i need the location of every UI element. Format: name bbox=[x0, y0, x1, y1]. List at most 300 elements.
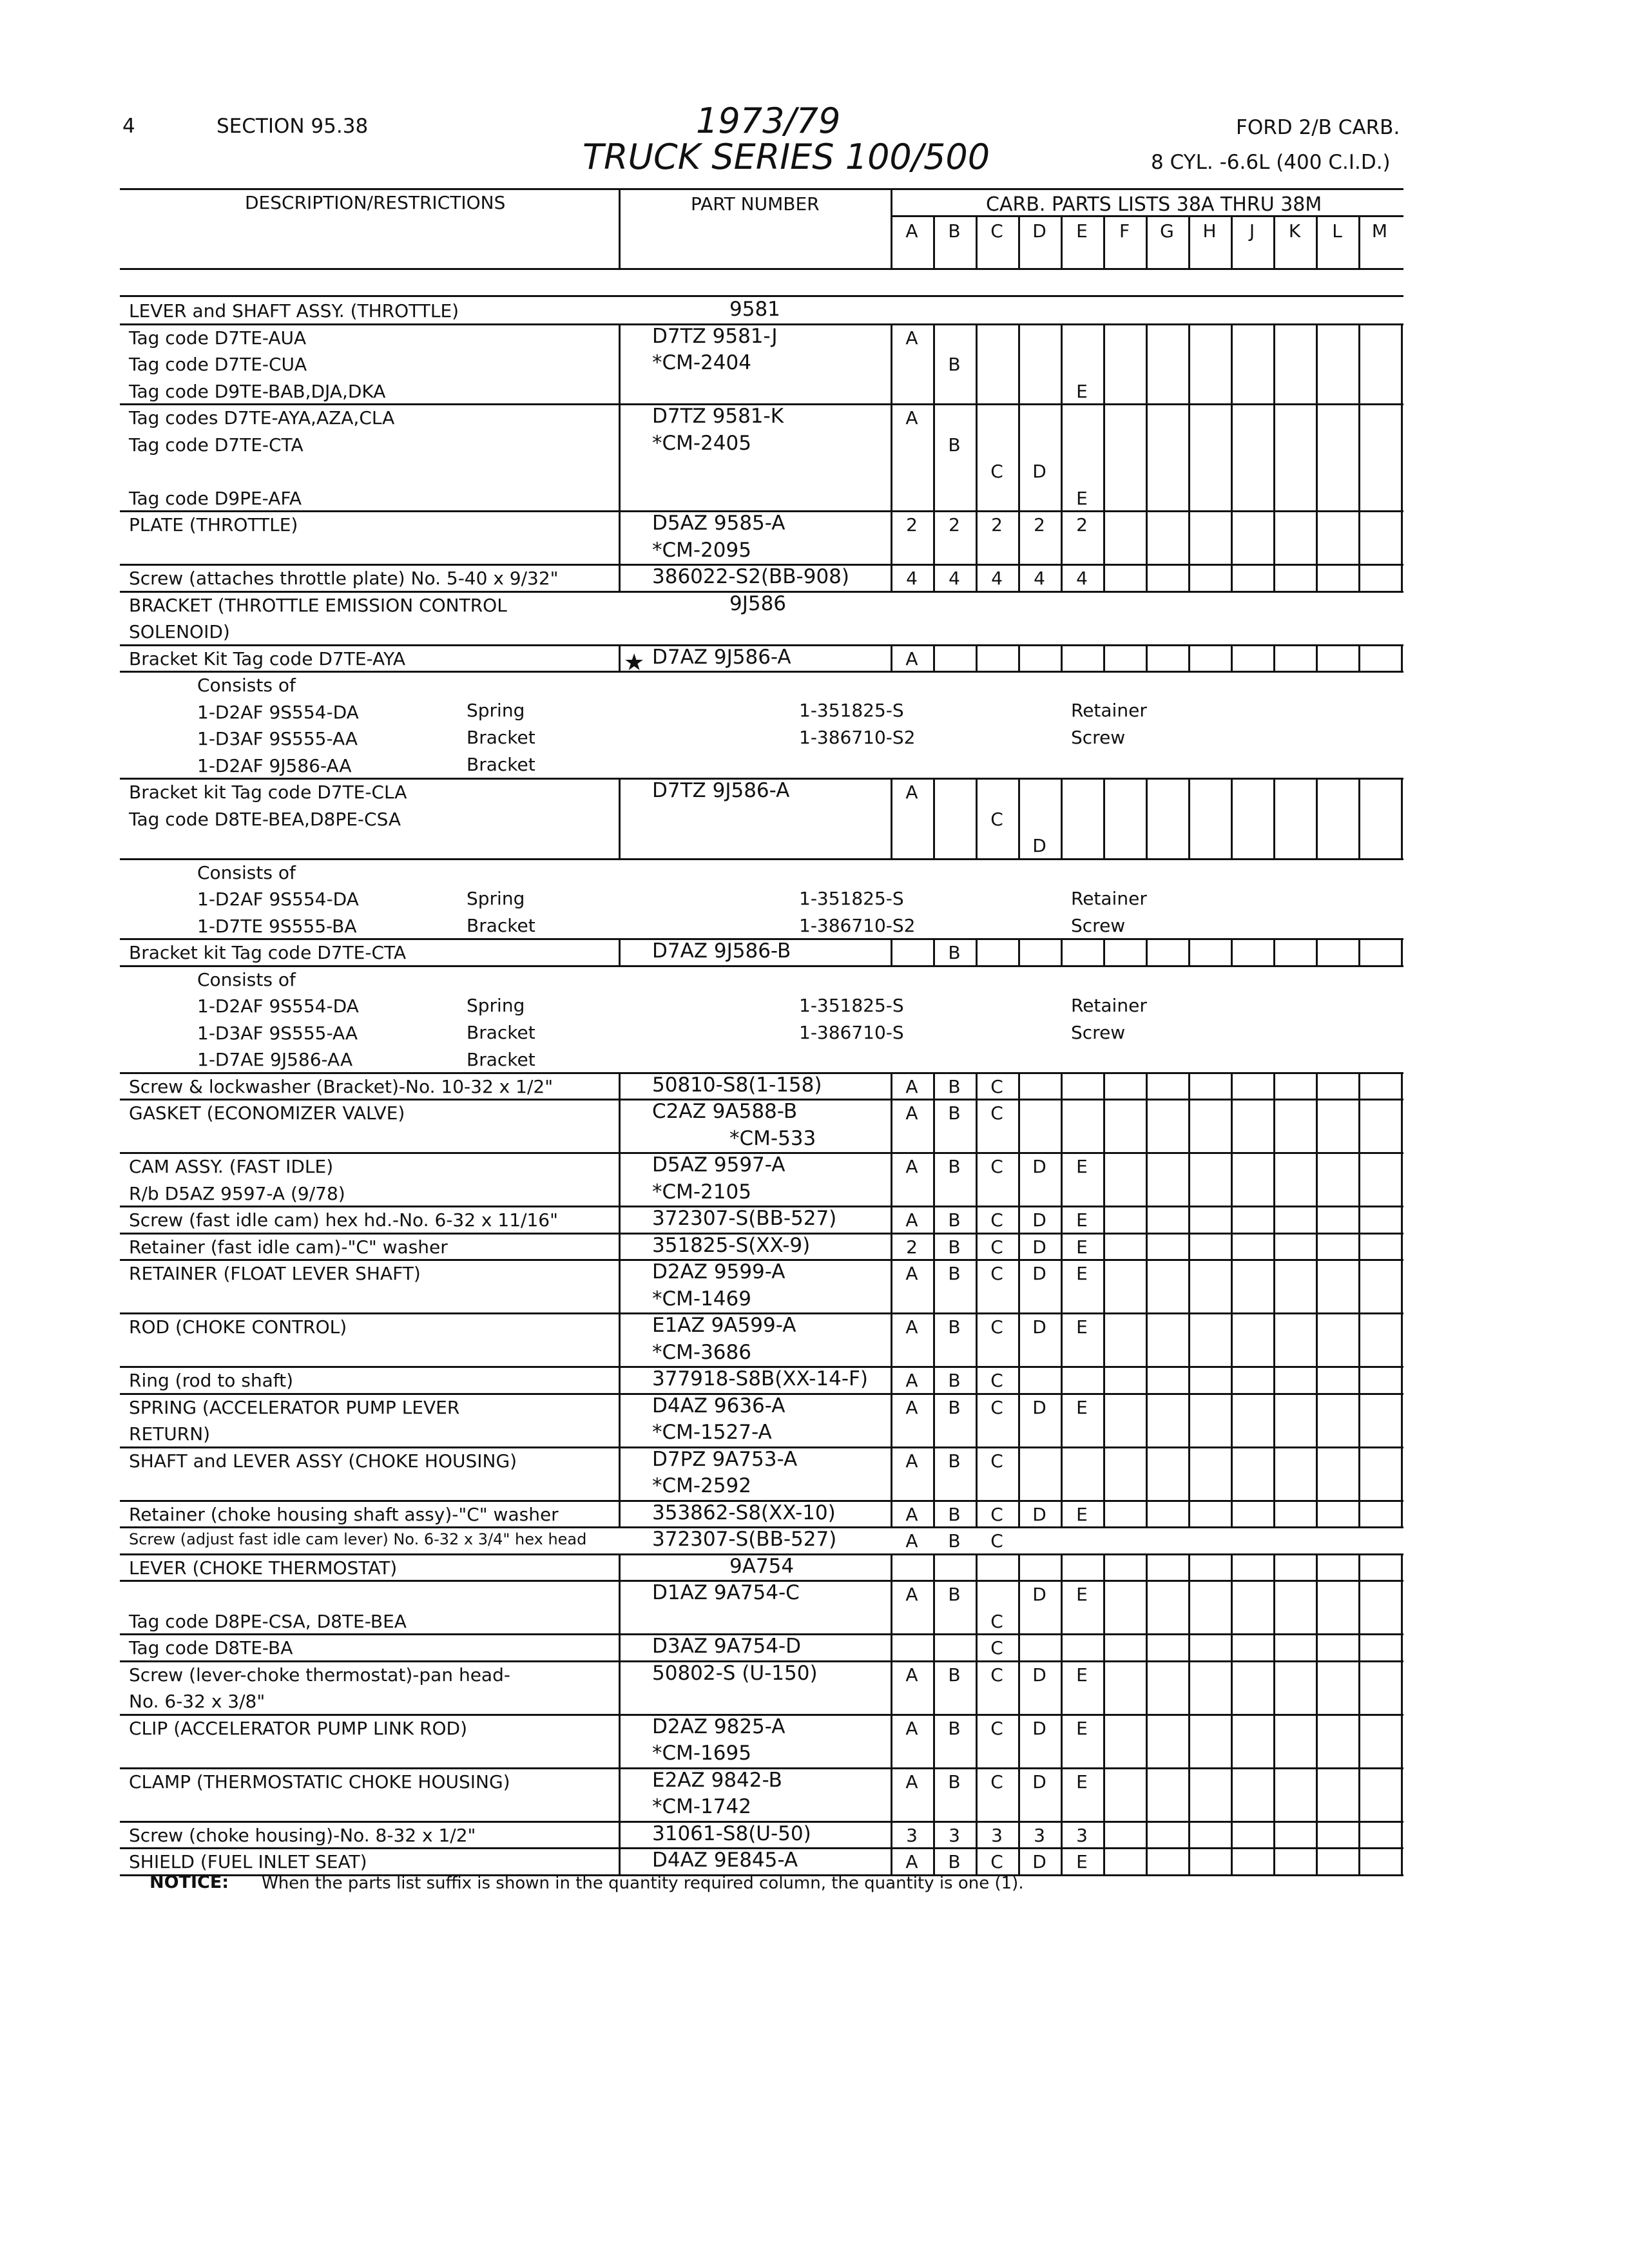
qty-cell-e: E bbox=[1076, 1771, 1088, 1792]
qty-col-divider bbox=[1316, 1366, 1318, 1393]
row-part-number: 9581 bbox=[729, 298, 780, 321]
row-description: 1-D2AF 9J586-AA bbox=[197, 754, 352, 776]
qty-col-divider bbox=[1146, 1660, 1148, 1714]
qty-col-divider bbox=[1401, 1259, 1403, 1312]
qty-cell-b: B bbox=[948, 1450, 961, 1472]
row-part-number: D7AZ 9J586-B bbox=[652, 939, 791, 963]
qty-col-divider bbox=[1231, 323, 1233, 404]
qty-col-divider bbox=[1231, 1660, 1233, 1714]
notice-label: NOTICE: bbox=[149, 1872, 229, 1892]
qty-col-divider bbox=[1188, 1714, 1190, 1767]
qty-cell-c: C bbox=[990, 1637, 1003, 1658]
col-header-list-f: F bbox=[1119, 220, 1130, 242]
part-col-divider bbox=[619, 1366, 621, 1393]
qty-col-divider bbox=[1231, 1233, 1233, 1260]
qty-col-divider bbox=[1316, 1446, 1318, 1500]
row-part-number: D5AZ 9585-A bbox=[652, 512, 786, 535]
qty-col-divider bbox=[1146, 778, 1148, 858]
qty-col-divider bbox=[1188, 1152, 1190, 1206]
qty-col-divider bbox=[1188, 1767, 1190, 1821]
kit-item-part: 1-351825-S bbox=[799, 888, 904, 909]
qty-col-divider bbox=[1018, 1366, 1020, 1393]
qty-col-divider bbox=[1146, 1714, 1148, 1767]
qty-col-divider bbox=[1103, 1206, 1105, 1233]
qty-cell-b: 4 bbox=[949, 568, 960, 589]
qty-col-divider bbox=[1061, 1072, 1063, 1099]
row-part-number: *CM-2592 bbox=[652, 1474, 751, 1497]
qty-col-divider bbox=[1018, 644, 1020, 671]
header-bottom-rule bbox=[120, 268, 1403, 270]
qty-col-divider bbox=[1188, 1633, 1190, 1660]
qty-col-divider bbox=[1103, 510, 1105, 564]
qty-col-divider bbox=[1103, 1500, 1105, 1527]
qty-col-divider bbox=[1401, 644, 1403, 671]
part-col-divider bbox=[619, 1580, 621, 1633]
qty-col-divider bbox=[1401, 1366, 1403, 1393]
row-part-number: 9J586 bbox=[729, 591, 787, 615]
qty-col-divider bbox=[933, 778, 935, 858]
part-col-divider bbox=[619, 1312, 621, 1366]
qty-col-divider bbox=[1188, 1366, 1190, 1393]
qty-col-divider bbox=[933, 1633, 935, 1660]
row-description: SOLENOID) bbox=[129, 621, 230, 642]
qty-cell-b: B bbox=[948, 1370, 961, 1391]
qty-col-divider bbox=[1358, 1259, 1360, 1312]
qty-col-divider bbox=[1146, 1821, 1148, 1848]
row-description: SPRING (ACCELERATOR PUMP LEVER bbox=[129, 1396, 460, 1418]
qty-cell-a: A bbox=[905, 1717, 918, 1739]
qty-cell-d: 4 bbox=[1034, 568, 1045, 589]
row-part-number: *CM-533 bbox=[729, 1126, 816, 1150]
qty-cell-c: C bbox=[990, 1370, 1003, 1391]
qty-col-divider bbox=[1358, 1714, 1360, 1767]
qty-col-divider bbox=[1273, 403, 1275, 510]
qty-cell-a: A bbox=[905, 1156, 918, 1177]
row-description: ROD (CHOKE CONTROL) bbox=[129, 1316, 347, 1338]
qty-cell-b: B bbox=[948, 1771, 961, 1792]
title-series: TRUCK SERIES 100/500 bbox=[583, 137, 990, 177]
qty-col-divider bbox=[1188, 1072, 1190, 1099]
part-col-divider bbox=[619, 1714, 621, 1767]
qty-cell-a: A bbox=[905, 1530, 918, 1552]
qty-col-divider bbox=[1146, 1366, 1148, 1393]
qty-cell-c: C bbox=[990, 1236, 1003, 1258]
qty-col-divider bbox=[1401, 1580, 1403, 1633]
qty-col-divider bbox=[1273, 1099, 1275, 1152]
qty-col-divider bbox=[1103, 778, 1105, 858]
qty-col-divider bbox=[1316, 1714, 1318, 1767]
qty-col-divider bbox=[1103, 1714, 1105, 1767]
qty-col-divider bbox=[1316, 1821, 1318, 1848]
kit-item-part: 1-351825-S bbox=[799, 995, 904, 1016]
page-number: 4 bbox=[122, 115, 135, 138]
row-description: No. 6-32 x 3/8" bbox=[129, 1691, 265, 1712]
qty-col-divider bbox=[1103, 1393, 1105, 1446]
qty-col-divider bbox=[1358, 1233, 1360, 1260]
row-description: R/b D5AZ 9597-A (9/78) bbox=[129, 1182, 345, 1204]
kit-item-name: Retainer bbox=[1071, 995, 1147, 1016]
qty-col-divider bbox=[1103, 1259, 1105, 1312]
part-col-divider bbox=[619, 938, 621, 965]
part-col-divider bbox=[619, 1767, 621, 1821]
qty-col-divider bbox=[1316, 1847, 1318, 1874]
col-header-part-number: PART NUMBER bbox=[691, 193, 820, 215]
row-part-number: 351825-S(XX-9) bbox=[652, 1233, 811, 1257]
qty-col-divider bbox=[1273, 1553, 1275, 1581]
qty-col-divider bbox=[1146, 1259, 1148, 1312]
qty-cell-c: C bbox=[990, 1771, 1003, 1792]
qty-col-divider bbox=[1316, 1312, 1318, 1366]
kit-item-part: 1-386710-S2 bbox=[799, 915, 916, 936]
qty-cell-d: 2 bbox=[1034, 514, 1045, 535]
qty-col-divider bbox=[1358, 1366, 1360, 1393]
row-description: Tag code D9PE-AFA bbox=[129, 487, 302, 509]
qty-cell-d: D bbox=[1032, 835, 1046, 856]
qty-col-divider bbox=[1188, 1847, 1190, 1874]
qty-col-divider bbox=[1316, 323, 1318, 404]
qty-cell-c: 3 bbox=[991, 1824, 1003, 1846]
qty-cell-b: B bbox=[948, 1717, 961, 1739]
qty-col-divider bbox=[1018, 1633, 1020, 1660]
row-part-number: 31061-S8(U-50) bbox=[652, 1821, 811, 1845]
qty-cell-a: A bbox=[905, 1102, 918, 1124]
qty-col-divider bbox=[1103, 1233, 1105, 1260]
qty-cell-d: D bbox=[1032, 1236, 1046, 1258]
qty-col-divider bbox=[933, 403, 935, 510]
qty-cell-c: C bbox=[990, 1156, 1003, 1177]
qty-col-divider bbox=[1188, 778, 1190, 858]
qty-col-divider bbox=[976, 1553, 978, 1581]
row-part-number: *CM-1742 bbox=[652, 1795, 751, 1818]
row-description: Screw (choke housing)-No. 8-32 x 1/2" bbox=[129, 1824, 476, 1846]
qty-col-divider bbox=[1146, 1099, 1148, 1152]
qty-cell-c: C bbox=[990, 1717, 1003, 1739]
qty-col-divider bbox=[1316, 510, 1318, 564]
qty-col-divider bbox=[1146, 1072, 1148, 1099]
row-description: CLAMP (THERMOSTATIC CHOKE HOUSING) bbox=[129, 1771, 510, 1792]
qty-cell-d: D bbox=[1032, 1156, 1046, 1177]
qty-cell-e: E bbox=[1076, 1851, 1088, 1872]
qty-cell-c: C bbox=[990, 1396, 1003, 1418]
qty-col-divider bbox=[1188, 323, 1190, 404]
qty-col-divider bbox=[1316, 644, 1318, 671]
qty-cell-c: C bbox=[990, 1102, 1003, 1124]
qty-col-divider bbox=[1273, 510, 1275, 564]
part-col-divider bbox=[619, 1446, 621, 1500]
qty-cell-c: 4 bbox=[991, 568, 1003, 589]
qty-col-divider bbox=[1358, 510, 1360, 564]
qty-col-divider bbox=[1358, 1152, 1360, 1206]
qty-cell-d: D bbox=[1032, 1263, 1046, 1284]
row-part-number: 9A754 bbox=[729, 1554, 795, 1578]
qty-cell-d: D bbox=[1032, 1717, 1046, 1739]
qty-col-divider bbox=[1103, 564, 1105, 591]
qty-col-divider bbox=[1273, 1393, 1275, 1446]
qty-col-divider bbox=[1188, 1312, 1190, 1366]
qty-col-divider bbox=[1273, 1206, 1275, 1233]
engine-spec: 8 CYL. -6.6L (400 C.I.D.) bbox=[1151, 151, 1391, 174]
qty-cell-a: A bbox=[905, 1316, 918, 1338]
qty-cell-b: B bbox=[948, 434, 961, 456]
part-col-divider bbox=[619, 644, 621, 671]
part-col-divider bbox=[619, 510, 621, 564]
qty-col-divider bbox=[1401, 938, 1403, 965]
row-part-number: D7TZ 9581-K bbox=[652, 405, 784, 428]
col-header-list-l: L bbox=[1332, 220, 1342, 242]
row-part-number: C2AZ 9A588-B bbox=[652, 1100, 798, 1123]
qty-col-divider bbox=[976, 323, 978, 404]
qty-col-divider bbox=[1231, 1553, 1233, 1581]
qty-col-divider bbox=[1103, 644, 1105, 671]
qty-cell-a: A bbox=[905, 1664, 918, 1686]
qty-col-divider bbox=[933, 644, 935, 671]
row-description: SHAFT and LEVER ASSY (CHOKE HOUSING) bbox=[129, 1450, 517, 1472]
qty-cell-c: C bbox=[990, 1664, 1003, 1686]
qty-cell-c: C bbox=[990, 1263, 1003, 1284]
row-description: RETURN) bbox=[129, 1423, 211, 1445]
qty-cell-d: D bbox=[1032, 1584, 1046, 1605]
qty-cell-b: B bbox=[948, 1530, 961, 1552]
qty-cell-b: B bbox=[948, 1209, 961, 1231]
qty-cell-a: A bbox=[905, 1771, 918, 1792]
qty-cell-b: B bbox=[948, 1102, 961, 1124]
qty-col-divider bbox=[1146, 1446, 1148, 1500]
kit-item-name: Screw bbox=[1071, 915, 1126, 936]
qty-col-divider bbox=[1018, 1099, 1020, 1152]
row-part-number: D1AZ 9A754-C bbox=[652, 1581, 800, 1604]
qty-col-divider bbox=[1146, 1633, 1148, 1660]
row-rule bbox=[120, 858, 1403, 860]
qty-col-divider bbox=[1358, 1500, 1360, 1527]
qty-col-divider bbox=[1358, 1312, 1360, 1366]
qty-col-divider bbox=[1316, 1393, 1318, 1446]
kit-item-type: Bracket bbox=[467, 1049, 535, 1070]
qty-col-divider bbox=[933, 1553, 935, 1581]
row-description: Tag code D7TE-AUA bbox=[129, 327, 307, 349]
part-col-divider bbox=[619, 1660, 621, 1714]
qty-col-divider bbox=[1316, 1580, 1318, 1633]
qty-cell-c: C bbox=[990, 808, 1003, 830]
qty-cell-e: E bbox=[1076, 1209, 1088, 1231]
row-description: BRACKET (THROTTLE EMISSION CONTROL bbox=[129, 594, 507, 616]
qty-col-divider bbox=[1146, 644, 1148, 671]
qty-col-divider bbox=[1146, 1500, 1148, 1527]
qty-cell-b: B bbox=[948, 1396, 961, 1418]
qty-col-divider bbox=[1231, 1366, 1233, 1393]
qty-cell-c: C bbox=[990, 461, 1003, 482]
row-description: LEVER and SHAFT ASSY. (THROTTLE) bbox=[129, 300, 459, 322]
row-part-number: D7TZ 9581-J bbox=[652, 324, 778, 348]
qty-col-divider bbox=[1358, 323, 1360, 404]
qty-col-divider bbox=[1188, 1206, 1190, 1233]
qty-col-divider bbox=[1061, 1366, 1063, 1393]
qty-cell-a: A bbox=[905, 1450, 918, 1472]
qty-cell-d: D bbox=[1032, 1503, 1046, 1525]
qty-col-divider bbox=[1231, 1633, 1233, 1660]
row-rule bbox=[120, 671, 1403, 673]
qty-col-divider bbox=[1401, 1767, 1403, 1821]
qty-col-divider bbox=[1316, 564, 1318, 591]
row-description: Screw (attaches throttle plate) No. 5-40 x 9/32" bbox=[129, 568, 559, 589]
qty-col-divider bbox=[1146, 510, 1148, 564]
qty-col-divider bbox=[1146, 1312, 1148, 1366]
qty-col-divider bbox=[1018, 403, 1020, 510]
col-header-list-k: K bbox=[1288, 220, 1301, 242]
row-part-number: D7TZ 9J586-A bbox=[652, 779, 790, 802]
qty-col-divider bbox=[976, 644, 978, 671]
qty-cell-c: C bbox=[990, 1316, 1003, 1338]
qty-col-divider bbox=[1358, 1099, 1360, 1152]
qty-col-divider bbox=[1188, 1580, 1190, 1633]
qty-col-divider bbox=[1018, 323, 1020, 404]
qty-cell-e: E bbox=[1076, 1263, 1088, 1284]
qty-col-divider bbox=[1061, 1553, 1063, 1581]
row-description: PLATE (THROTTLE) bbox=[129, 514, 298, 535]
qty-col-divider bbox=[1273, 1446, 1275, 1500]
part-col-divider bbox=[619, 1259, 621, 1312]
qty-col-divider bbox=[1401, 510, 1403, 564]
kit-item-type: Bracket bbox=[467, 754, 535, 775]
qty-col-divider bbox=[1146, 1767, 1148, 1821]
qty-cell-e: E bbox=[1076, 1396, 1088, 1418]
row-description: 1-D2AF 9S554-DA bbox=[197, 995, 359, 1017]
qty-col-divider bbox=[1401, 564, 1403, 591]
qty-col-divider bbox=[1273, 1847, 1275, 1874]
kit-item-type: Spring bbox=[467, 888, 525, 909]
kit-item-type: Spring bbox=[467, 700, 525, 721]
qty-col-divider bbox=[1103, 1152, 1105, 1206]
row-description: Bracket Kit Tag code D7TE-AYA bbox=[129, 648, 406, 669]
kit-item-type: Bracket bbox=[467, 727, 535, 748]
row-description: Consists of bbox=[197, 675, 296, 696]
qty-col-divider bbox=[1401, 323, 1403, 404]
qty-cell-d: D bbox=[1032, 1851, 1046, 1872]
kit-item-part: 1-386710-S bbox=[799, 1022, 904, 1043]
qty-cell-a: A bbox=[905, 1263, 918, 1284]
row-description: 1-D2AF 9S554-DA bbox=[197, 701, 359, 723]
row-description: RETAINER (FLOAT LEVER SHAFT) bbox=[129, 1263, 421, 1284]
kit-item-name: Screw bbox=[1071, 1022, 1126, 1043]
qty-col-divider bbox=[1231, 1393, 1233, 1446]
qty-col-divider bbox=[1231, 1714, 1233, 1767]
qty-col-divider bbox=[1146, 323, 1148, 404]
qty-cell-b: B bbox=[948, 1316, 961, 1338]
qty-cell-a: A bbox=[905, 1370, 918, 1391]
qty-col-divider bbox=[1018, 938, 1020, 965]
qty-col-divider bbox=[1061, 1099, 1063, 1152]
qty-col-divider bbox=[1358, 938, 1360, 965]
row-description: 1-D3AF 9S555-AA bbox=[197, 1022, 358, 1044]
qty-col-divider bbox=[1358, 1821, 1360, 1848]
row-part-number: E1AZ 9A599-A bbox=[652, 1314, 796, 1337]
qty-col-divider bbox=[1401, 1393, 1403, 1446]
part-col-divider bbox=[619, 1206, 621, 1233]
qty-col-divider bbox=[1103, 1072, 1105, 1099]
qty-col-divider bbox=[1316, 1660, 1318, 1714]
qty-cell-e: 2 bbox=[1076, 514, 1088, 535]
qty-col-divider bbox=[1358, 1393, 1360, 1446]
qty-col-divider bbox=[1231, 1152, 1233, 1206]
col-header-list-m: M bbox=[1371, 220, 1388, 242]
qty-col-divider bbox=[1273, 1821, 1275, 1848]
part-col-divider bbox=[619, 1847, 621, 1874]
qty-col-divider bbox=[1401, 1847, 1403, 1874]
qty-col-divider bbox=[1358, 1072, 1360, 1099]
qty-col-divider bbox=[1188, 1660, 1190, 1714]
row-description: Tag code D7TE-CTA bbox=[129, 434, 304, 456]
part-col-divider bbox=[619, 1633, 621, 1660]
qty-cell-b: B bbox=[948, 1075, 961, 1097]
qty-col-divider bbox=[1146, 564, 1148, 591]
part-col-divider bbox=[619, 564, 621, 591]
star-marker-icon: ★ bbox=[624, 649, 645, 676]
row-description: Ring (rod to shaft) bbox=[129, 1370, 294, 1391]
qty-col-divider bbox=[1358, 1580, 1360, 1633]
qty-col-divider bbox=[1273, 1259, 1275, 1312]
row-part-number: *CM-2404 bbox=[652, 351, 751, 374]
row-description: Bracket kit Tag code D7TE-CTA bbox=[129, 942, 407, 963]
qty-col-divider bbox=[1358, 1767, 1360, 1821]
qty-col-divider bbox=[1061, 778, 1063, 858]
table-top-rule bbox=[120, 295, 1403, 297]
row-part-number: 372307-S(BB-527) bbox=[652, 1528, 837, 1551]
qty-col-divider bbox=[1316, 1206, 1318, 1233]
qty-col-divider bbox=[1231, 1821, 1233, 1848]
kit-item-name: Screw bbox=[1071, 727, 1126, 748]
qty-col-divider bbox=[1316, 403, 1318, 510]
row-description: Consists of bbox=[197, 968, 296, 990]
qty-col-divider bbox=[1188, 644, 1190, 671]
qty-cell-a: A bbox=[905, 407, 918, 428]
qty-col-divider bbox=[1273, 1580, 1275, 1633]
row-description: Screw & lockwasher (Bracket)-No. 10-32 x 1/2" bbox=[129, 1075, 554, 1097]
row-description: Tag code D8TE-BEA,D8PE-CSA bbox=[129, 808, 401, 830]
qty-cell-a: A bbox=[905, 1584, 918, 1605]
row-description: Tag code D9TE-BAB,DJA,DKA bbox=[129, 380, 386, 402]
qty-col-divider bbox=[976, 403, 978, 510]
qty-cell-c: C bbox=[990, 1503, 1003, 1525]
qty-col-divider bbox=[1231, 564, 1233, 591]
qty-cell-b: B bbox=[948, 1664, 961, 1686]
row-description: GASKET (ECONOMIZER VALVE) bbox=[129, 1102, 405, 1124]
col-header-list-g: G bbox=[1160, 220, 1174, 242]
row-description: LEVER (CHOKE THERMOSTAT) bbox=[129, 1557, 398, 1579]
qty-cell-e: 3 bbox=[1076, 1824, 1088, 1846]
row-part-number: *CM-1527-A bbox=[652, 1421, 772, 1444]
qty-col-divider bbox=[1273, 644, 1275, 671]
qty-col-divider bbox=[1273, 1072, 1275, 1099]
qty-col-divider bbox=[1061, 644, 1063, 671]
col-header-list-e: E bbox=[1076, 220, 1088, 242]
qty-cell-a: A bbox=[905, 327, 918, 349]
qty-col-divider bbox=[1316, 938, 1318, 965]
qty-col-divider bbox=[1316, 1099, 1318, 1152]
qty-cell-c: C bbox=[990, 1075, 1003, 1097]
qty-col-divider bbox=[1231, 1580, 1233, 1633]
kit-item-name: Retainer bbox=[1071, 700, 1147, 721]
qty-col-divider bbox=[1401, 1152, 1403, 1206]
col-header-list-j: J bbox=[1249, 220, 1255, 242]
qty-col-divider bbox=[1188, 938, 1190, 965]
row-description: 1-D7TE 9S555-BA bbox=[197, 915, 357, 937]
qty-col-divider bbox=[1146, 1553, 1148, 1581]
col-header-lists-title: CARB. PARTS LISTS 38A THRU 38M bbox=[986, 193, 1322, 216]
qty-col-divider bbox=[1231, 1072, 1233, 1099]
qty-col-divider bbox=[1273, 1660, 1275, 1714]
qty-col-divider bbox=[1146, 1847, 1148, 1874]
row-part-number: *CM-2105 bbox=[652, 1180, 751, 1204]
qty-cell-e: E bbox=[1076, 1503, 1088, 1525]
